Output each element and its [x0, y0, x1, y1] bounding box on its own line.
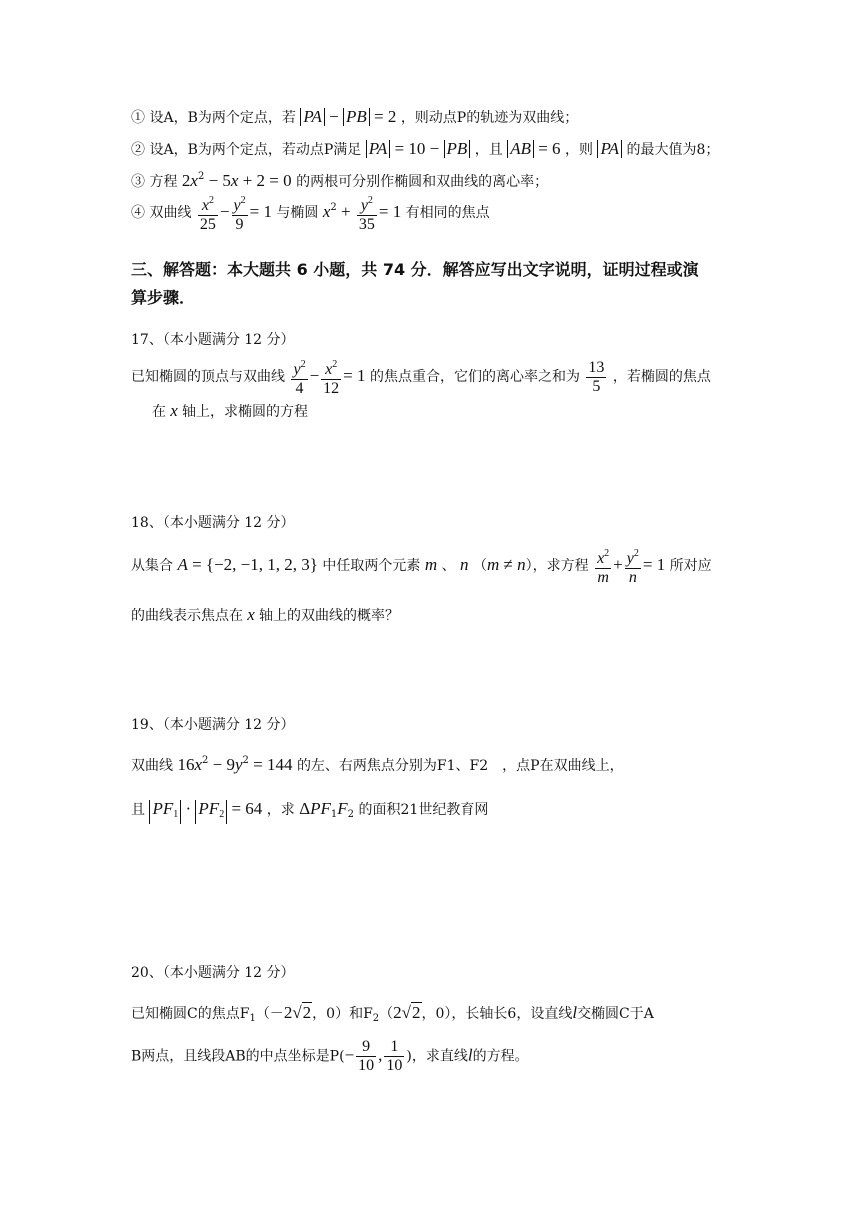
item-2-number: ② — [131, 142, 145, 158]
item-2-text-b: ，且 — [474, 142, 503, 158]
q20-header: 20、（本小题满分 12 分） — [131, 965, 295, 981]
q20-text-d: （ — [379, 1006, 394, 1022]
q18-line-1 — [131, 545, 712, 587]
item-4 — [131, 192, 490, 234]
item-2-text-c: ，则 — [565, 142, 594, 158]
q18-equation: $\frac{x^2}{m}$ + $\frac{y^2}{n}$ = 1 — [597, 548, 666, 586]
q18-line2-a: 的曲线表示焦点在 — [131, 608, 243, 624]
item-4-text-a: 双曲线 — [149, 205, 192, 221]
q18-set: A = {−2, −1, 1, 2, 3} — [177, 555, 318, 574]
item-4-text-c: 有相同的焦点 — [405, 205, 490, 221]
section-heading-line-1: 三、解答题：本大题共 6 小题，共 74 分．解答应写出文字说明，证明过程或演 — [131, 260, 699, 279]
item-4-number: ④ — [131, 205, 145, 221]
q17-text-a: 已知椭圆的顶点与双曲线 — [131, 369, 285, 385]
item-1 — [131, 108, 578, 126]
q19-header: 19、（本小题满分 12 分） — [131, 717, 295, 733]
q18-text-b: 中任取两个元素 — [322, 558, 421, 574]
q20-line-var: l — [572, 1003, 578, 1022]
item-3-equation: $2x^2 - 5x + 2 = 0$ — [181, 171, 292, 190]
q17-text-d: 在 — [152, 404, 166, 420]
section-heading-line-2: 算步骤． — [131, 288, 196, 307]
q20-midpoint-y: $\frac{1}{10}$ — [386, 1038, 403, 1074]
q18-line-2 — [131, 606, 399, 623]
q20-line2-b: )，求直线 — [406, 1048, 468, 1065]
q19-triangle: $\Delta PF_1F_2$ — [299, 799, 355, 820]
q20-root-1: 2√2 — [283, 1003, 312, 1022]
q18-text-a: 从集合 — [131, 558, 173, 574]
item-2-text-a: 设A，B为两个定点，若动点P满足 — [149, 142, 362, 158]
item-1-number: ① — [131, 110, 145, 126]
q20-text-f: 交椭圆C于A — [577, 1006, 654, 1022]
q18-text-e: ），求方程 — [525, 558, 589, 574]
q20-text-a: 已知椭圆C的焦点F — [131, 1006, 250, 1022]
q19-line2-b: ，求 — [266, 802, 295, 818]
q20-line-1: 已知椭圆C的焦点$F_1(-2√2$，0）和$F_2(2√2$，0），长轴长6，设直线l交椭圆C于A — [131, 1003, 654, 1024]
q19-line-1 — [131, 756, 624, 773]
q18-text-f: 所对应 — [669, 558, 712, 574]
q18-header: 18、（本小题满分 12 分） — [131, 515, 295, 531]
q19-line2-a: 且 — [131, 802, 145, 818]
item-2-formula-3: PA — [597, 142, 622, 158]
item-1-text-a: 设A，B为两个定点，若 — [149, 110, 296, 126]
q17-text-c: ，若椭圆的焦点 — [612, 369, 711, 385]
item-2-text-d: 的最大值为8； — [626, 142, 720, 158]
q18-condition: m ≠ n — [486, 555, 526, 574]
q19-text-b: 的左、右两焦点分别为F1、F2 ，点P在双曲线上， — [296, 758, 624, 774]
q20-root-2: 2√2 — [393, 1003, 421, 1022]
q19-line2-c: 的面积21世纪教育网 — [358, 802, 489, 818]
q18-line2-b: 轴上的双曲线的概率？ — [259, 608, 400, 624]
q17-text-b: 的焦点重合，它们的离心率之和为 — [369, 369, 580, 385]
q19-product: $PF_1 \cdot PF_2 = 64$ — [149, 802, 262, 818]
item-3-text-a: 方程 — [149, 174, 178, 190]
q18-x-var: x — [243, 605, 260, 624]
item-3 — [131, 172, 548, 189]
q19-line-2 — [131, 800, 488, 824]
q18-text-c: 、 — [441, 558, 456, 574]
item-4-ellipse: $x^2$ + $\frac{y^2}{35}$ = 1 — [322, 195, 402, 233]
q19-text-a: 双曲线 — [131, 758, 173, 774]
item-4-hyperbola: $\frac{x^2}{25}$ − $\frac{y^2}{9}$ = 1 — [199, 195, 272, 233]
item-3-number: ③ — [131, 174, 145, 190]
q17-text-e: 轴上，求椭圆的方程 — [182, 404, 309, 420]
q18-var-m: m — [424, 555, 438, 574]
item-2 — [131, 140, 719, 158]
q18-text-d: （ — [472, 558, 487, 574]
q17-hyperbola: $\frac{y^2}{4}$ − $\frac{x^2}{12}$ = 1 — [293, 359, 366, 397]
q19-equation: $16x^2 - 9y^2 = 144$ — [177, 755, 293, 774]
item-2-formula-1: PA = 10 − PB — [366, 142, 471, 158]
q20-line-2: B两点，且线段AB的中点坐标是P(− $\frac{9}{10}$ , $\frac{1}{10}$ )，求直线l的方程。 — [131, 1038, 529, 1074]
q20-midpoint-x: $\frac{9}{10}$ — [358, 1038, 375, 1074]
q20-line2-c: 的方程。 — [472, 1048, 529, 1065]
item-4-text-b: 与椭圆 — [276, 205, 319, 221]
item-2-formula-2: AB = 6 — [507, 142, 560, 158]
q17-line-2 — [152, 402, 308, 419]
q17-header: 17、（本小题满分 12 分） — [131, 332, 295, 348]
q17-eccentricity-sum: $\frac{13}{5}$ — [588, 358, 605, 395]
item-3-text-b: 的两根可分别作椭圆和双曲线的离心率； — [296, 174, 549, 190]
q17-line-1 — [131, 356, 711, 398]
q20-text-c: ，0）和F — [312, 1006, 373, 1022]
q20-text-e: ，0），长轴长6，设直线 — [421, 1006, 573, 1022]
q20-line-var-2: l — [467, 1045, 473, 1065]
q20-line2-a: B两点，且线段AB的中点坐标是P( — [131, 1048, 345, 1065]
item-1-formula: PA − PB = 2 — [300, 110, 401, 126]
q17-x-var: x — [166, 401, 183, 420]
item-1-text-b: ，则动点P的轨迹为双曲线； — [400, 110, 579, 126]
q20-text-b: （－ — [255, 1006, 284, 1022]
q18-var-n: n — [460, 555, 469, 574]
